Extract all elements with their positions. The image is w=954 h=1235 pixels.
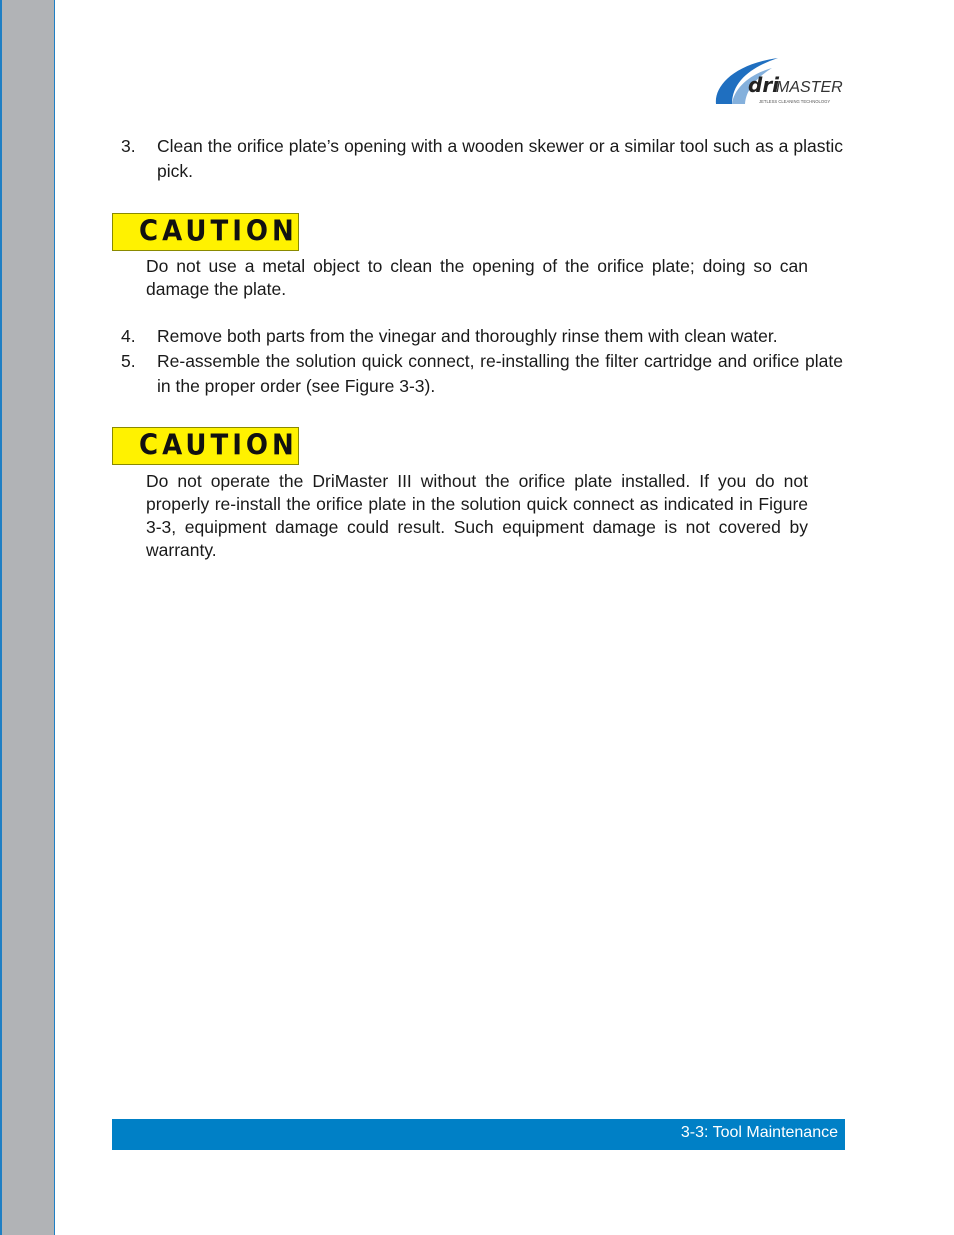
step-text: Re-assemble the solution quick connect, re-installing the filter cartridge and orifice plate in the proper order (see Figure 3-3). [157, 351, 843, 396]
logo-wordmark-dri: dri [748, 73, 780, 97]
footer-section-title: 3-3: Tool Maintenance [680, 1124, 838, 1141]
step-number: 4. [121, 326, 136, 346]
caution-text: Do not operate the DriMaster III without the orifice plate installed. If you do not properly re-install the orifice plate in the solution quick connect as indicated in Figure 3-3, equipment damage could result. Such equipment damage is not covered by warranty. [146, 471, 808, 560]
page-side-bar [0, 0, 55, 1235]
step-number: 3. [121, 136, 136, 156]
drimaster-logo [712, 54, 846, 108]
footer-bar [112, 1119, 845, 1150]
step-3 [121, 134, 843, 184]
caution-label-text: CAUTION [139, 429, 298, 463]
caution-label-text: CAUTION [139, 215, 298, 249]
caution-label [112, 213, 299, 251]
logo-tagline: JETLESS CLEANING TECHNOLOGY [759, 99, 831, 104]
caution-label [112, 427, 299, 465]
caution-text: Do not use a metal object to clean the opening of the orifice plate; doing so can damage the plate. [146, 256, 808, 299]
step-5 [121, 349, 843, 399]
logo-wordmark-master: MASTER [776, 79, 843, 96]
step-text: Clean the orifice plate’s opening with a wooden skewer or a similar tool such as a plastic pick. [157, 136, 843, 181]
step-number: 5. [121, 351, 136, 371]
step-text: Remove both parts from the vinegar and thoroughly rinse them with clean water. [157, 326, 778, 346]
step-4 [121, 324, 843, 349]
